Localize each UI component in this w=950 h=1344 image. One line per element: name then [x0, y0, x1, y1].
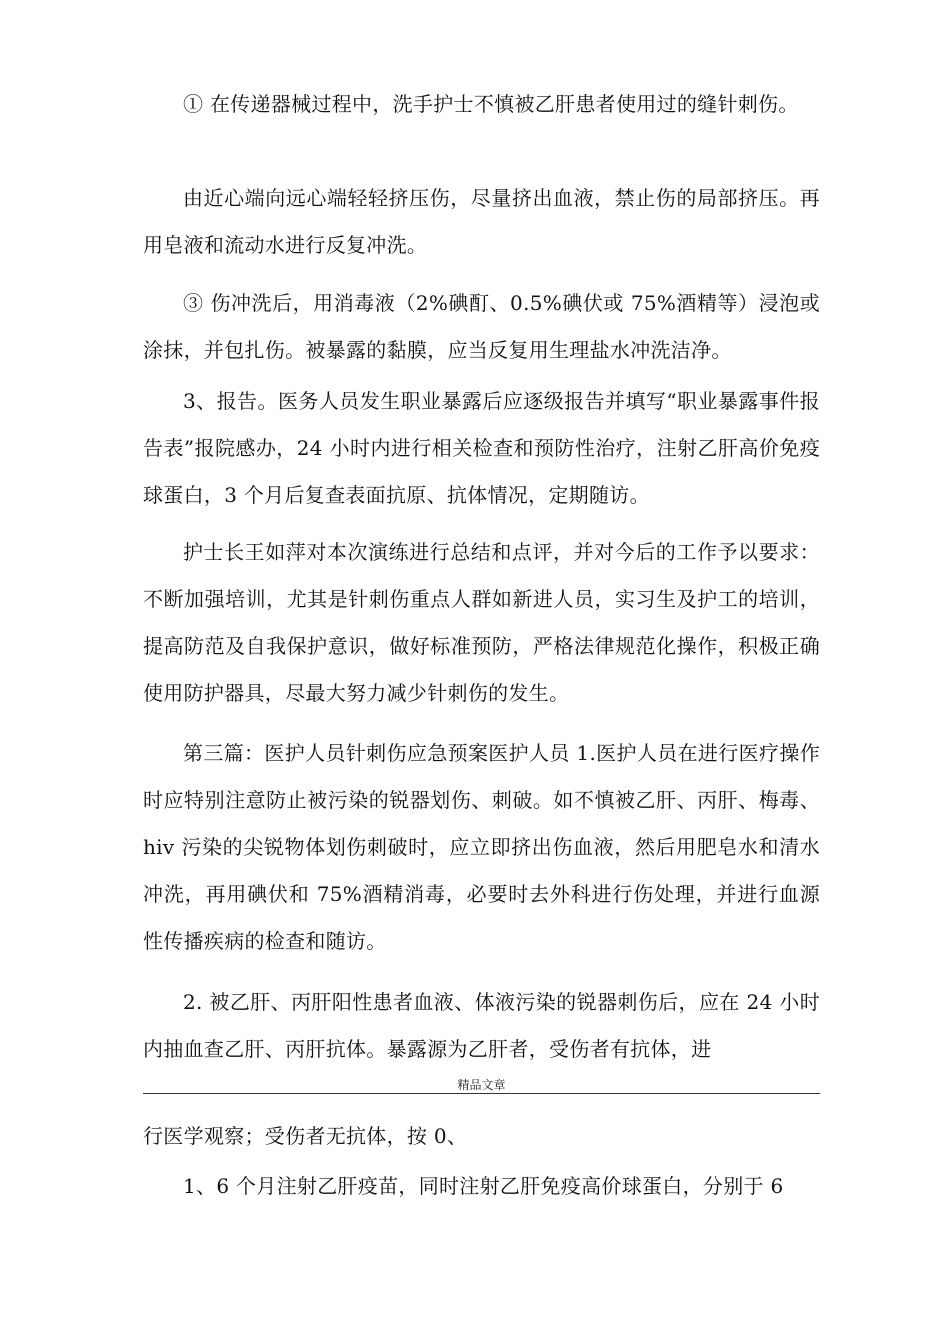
paragraph-7: 2. 被乙肝、丙肝阳性患者血液、体液污染的锐器刺伤后，应在 24 小时内抽血查乙肝、丙肝抗体。暴露源为乙肝者，受伤者有抗体，进	[143, 990, 820, 1061]
paragraph-1: ① 在传递器械过程中，洗手护士不慎被乙肝患者使用过的缝针刺伤。	[183, 92, 799, 116]
continuation-line-2: 1、6 个月注射乙肝疫苗，同时注射乙肝免疫高价球蛋白，分别于 6	[183, 1174, 784, 1198]
continuation-line-1: 行医学观察；受伤者无抗体，按 0、	[143, 1124, 468, 1148]
paragraph-5: 护士长王如萍对本次演练进行总结和点评，并对今后的工作予以要求：不断加强培训，尤其是针刺伤重点人群如新进人员，实习生及护工的培训，提高防范及自我保护意识，做好标准预防，严格法律规范化操作，积极正确使用防护器具，尽最大努力减少针刺伤的发生。	[143, 540, 820, 705]
paragraph-4: 3、报告。医务人员发生职业暴露后应逐级报告并填写“职业暴露事件报告表”报院感办，24 小时内进行相关检查和预防性治疗，注射乙肝高价免疫球蛋白，3 个月后复查表面抗原、抗体情况，定期随访。	[143, 389, 820, 507]
paragraph-6: 第三篇：医护人员针刺伤应急预案医护人员 1.医护人员在进行医疗操作时应特别注意防止被污染的锐器划伤、刺破。如不慎被乙肝、丙肝、梅毒、hiv 污染的尖锐物体划伤刺破时，应立即挤出伤血液，然后用肥皂水和清水冲洗，再用碘伏和 75%酒精消毒，必要时去外科进行伤处理，并进行血源性传播疾病的检查和随访。	[143, 741, 820, 953]
footer-divider	[143, 1093, 820, 1094]
footer-label: 精品文章	[457, 1078, 506, 1092]
paragraph-3: ③ 伤冲洗后，用消毒液（2%碘酊、0.5%碘伏或 75%酒精等）浸泡或涂抹，并包扎伤。被暴露的黏膜，应当反复用生理盐水冲洗洁净。	[143, 291, 820, 362]
paragraph-2: 由近心端向远心端轻轻挤压伤，尽量挤出血液，禁止伤的局部挤压。再用皂液和流动水进行反复冲洗。	[143, 186, 820, 257]
